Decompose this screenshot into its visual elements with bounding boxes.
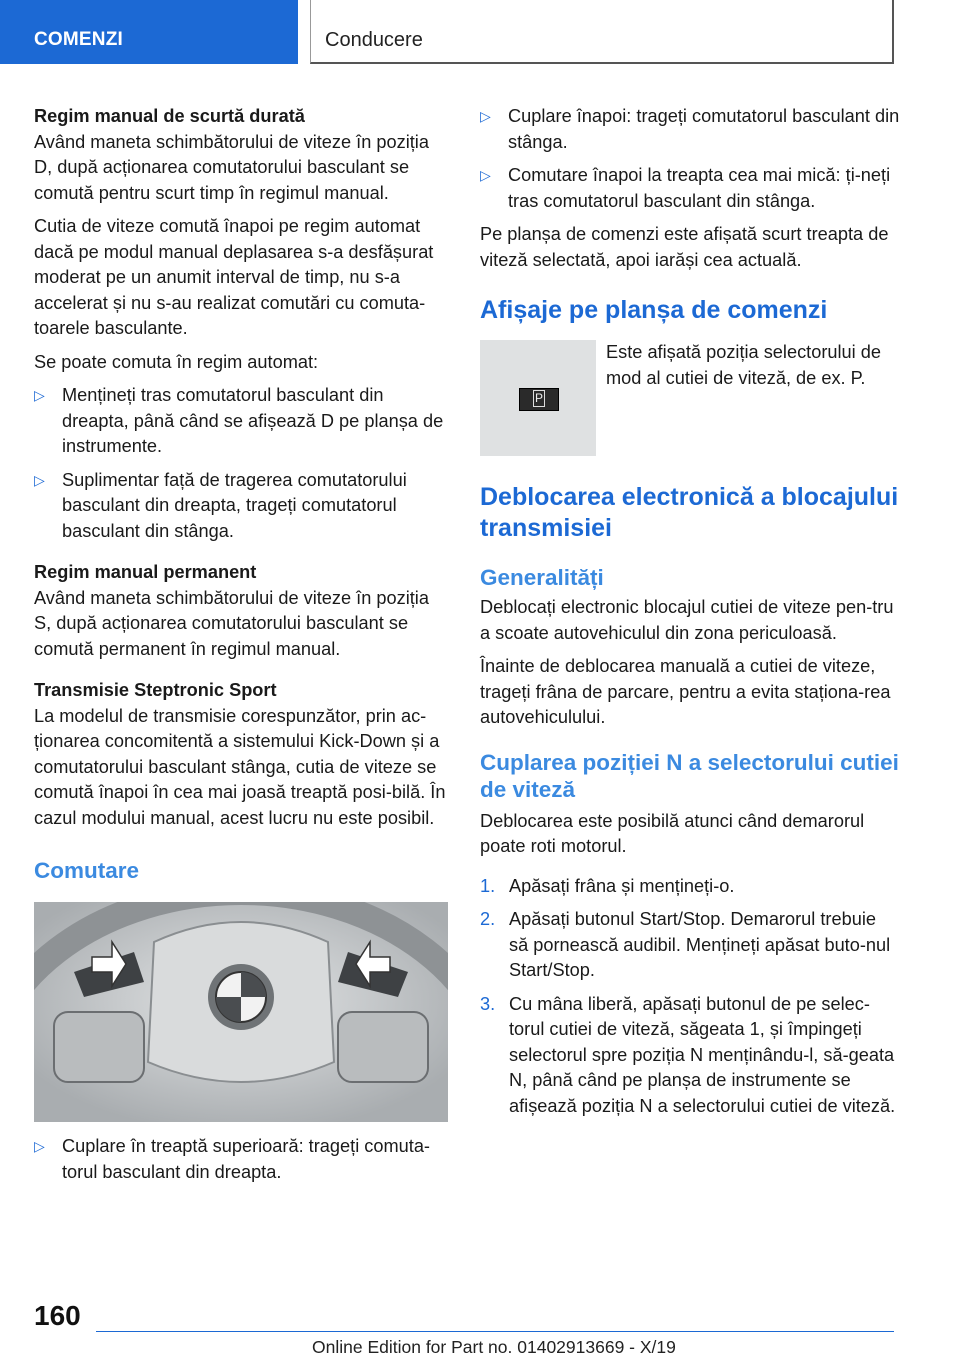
bullet-list xyxy=(34,1134,450,1185)
paragraph: Este afișată poziția selectorului de mod al cutiei de viteză, de ex. P. xyxy=(606,342,881,388)
list-item xyxy=(480,104,900,155)
heading-deblocare: Deblocarea electronică a blocajului transmisiei xyxy=(480,483,899,542)
paragraph: Se poate comuta în regim automat: xyxy=(34,351,319,372)
list-item-text: Comutare înapoi la treapta cea mai mică: ți-neți tras comutatorul basculant din stânga. xyxy=(508,165,891,211)
footer-divider xyxy=(96,1331,894,1332)
chapter-title: Conducere xyxy=(325,29,423,51)
list-item-text: Cuplare înapoi: trageți comutatorul basculant din stânga. xyxy=(508,106,900,152)
paragraph: La modelul de transmisie corespunzător, prin ac-ționarea concomitentă a sistemului Kick-Down și a comutatorului basculant stânga, cutia de viteze se comută înapoi în cea mai joasă treaptă posi-bilă. În cazul modului manual, acest lucru nu este posibil. xyxy=(34,705,446,828)
display-section xyxy=(480,340,900,462)
step-text: Cu mâna liberă, apăsați butonul de pe selec-torul cutiei de viteză, săgeata 1, și împingeți selectorul spre poziția N menținându-l, să-geata N, până când pe planșa de instrumente se afișează poziția N a selectorului cutiei de viteză. xyxy=(509,993,896,1116)
gear-letter: P xyxy=(534,391,543,405)
step-text: Apăsați frâna și mențineți-o. xyxy=(509,875,735,896)
heading-afisaje: Afișaje pe planșa de comenzi xyxy=(480,296,828,324)
paragraph: Cutia de viteze comută înapoi pe regim automat dacă pe modul manual deplasarea s-a desfășurat moderat pe un anumit interval de timp, nu s-a accelerat și nu s-au realizat comutări cu comuta-toarele basculante. xyxy=(34,216,434,338)
chapter-tab xyxy=(310,0,894,64)
heading-generalitati: Generalități xyxy=(480,565,604,590)
list-item-text: Mențineți tras comutatorul basculant din dreapta, până când se afișează D pe planșa de instrumente. xyxy=(62,385,444,456)
gear-display-image xyxy=(480,340,596,456)
heading-manual-permanent: Regim manual permanent xyxy=(34,562,257,582)
step-item xyxy=(480,992,900,1120)
step-number: 3. xyxy=(480,993,496,1014)
gear-indicator xyxy=(519,388,559,411)
paragraph: Deblocarea este posibilă atunci când demarorul poate roti motorul. xyxy=(480,810,865,856)
step-item xyxy=(480,907,900,984)
list-item xyxy=(34,468,450,545)
steering-wheel-illustration xyxy=(34,902,448,1122)
paragraph: Având maneta schimbătorului de viteze în poziția S, după acționarea comutatorului basculant se comută permanent în regimul manual. xyxy=(34,587,429,659)
triangle-bullet-icon: ▷ xyxy=(34,387,45,403)
section-tab xyxy=(0,0,298,64)
triangle-bullet-icon: ▷ xyxy=(34,471,45,488)
bullet-list xyxy=(34,383,450,544)
right-column xyxy=(480,104,900,1127)
paragraph: Înainte de deblocarea manuală a cutiei de viteze, trageți frâna de parcare, pentru a evita staționa-rea autovehiculului. xyxy=(480,656,891,727)
heading-manual-short: Regim manual de scurtă durată xyxy=(34,106,305,126)
list-item xyxy=(34,1134,450,1185)
heading-steptronic: Transmisie Steptronic Sport xyxy=(34,680,277,700)
triangle-bullet-icon: ▷ xyxy=(480,167,491,183)
heading-cuplarea: Cuplarea poziției N a selectorului cutiei de viteză xyxy=(480,749,899,802)
list-item xyxy=(480,163,900,214)
footer-edition: Online Edition for Part no. 01402913669 - X/19 xyxy=(312,1337,676,1357)
triangle-bullet-icon: ▷ xyxy=(480,108,491,124)
list-item-text: Suplimentar față de tragerea comutatorului basculant din dreapta, trageți comutatorul basculant din stânga. xyxy=(62,469,407,541)
step-number: 1. xyxy=(480,875,496,896)
paragraph: Deblocați electronic blocajul cutiei de viteze pen-tru a scoate autovehiculul din zona periculoasă. xyxy=(480,597,894,643)
list-item-text: Cuplare în treaptă superioară: trageți comuta-torul basculant din dreapta. xyxy=(62,1136,430,1182)
steering-wheel-image xyxy=(34,902,448,1122)
list-item xyxy=(34,383,450,460)
page-number: 160 xyxy=(34,1300,81,1331)
numbered-steps xyxy=(480,874,900,1120)
triangle-bullet-icon: ▷ xyxy=(34,1138,45,1154)
heading-comutare: Comutare xyxy=(34,858,140,883)
step-item xyxy=(480,874,900,900)
paragraph: Având maneta schimbătorului de viteze în poziția D, după acționarea comutatorului basculant se comută pentru scurt timp în regimul manual. xyxy=(34,131,429,203)
paragraph: Pe planșa de comenzi este afișată scurt treapta de viteză selectată, apoi iarăși cea actuală. xyxy=(480,224,889,270)
step-text: Apăsați butonul Start/Stop. Demarorul trebuie să pornească audibil. Mențineți apăsat buto-nul Start/Stop. xyxy=(509,909,891,980)
section-title: COMENZI xyxy=(34,29,124,50)
left-column xyxy=(34,104,450,1193)
bullet-list xyxy=(480,104,900,214)
step-number: 2. xyxy=(480,909,496,929)
